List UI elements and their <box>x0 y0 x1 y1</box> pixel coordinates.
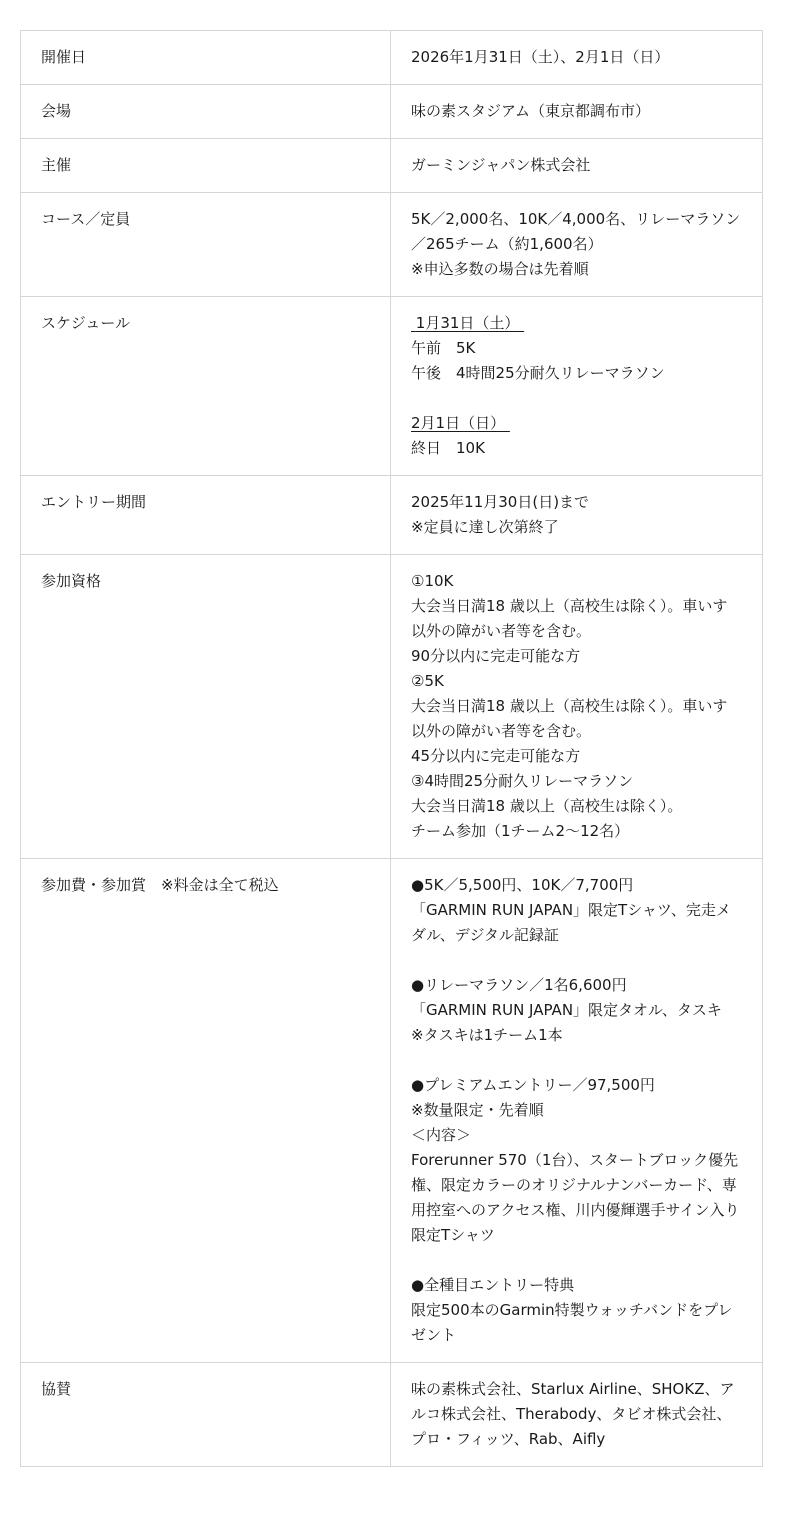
row-value-cell <box>391 555 763 859</box>
row-value-line: ①10K <box>411 572 454 590</box>
row-value-line: 90分以内に完走可能な方 <box>411 647 581 665</box>
row-value-cell <box>391 139 763 193</box>
row-label: スケジュール <box>41 314 131 332</box>
row-label: 開催日 <box>41 48 87 66</box>
row-value-line <box>411 386 742 411</box>
row-value-line: ※タスキは1チーム1本 <box>411 1026 563 1044</box>
row-value-cell <box>391 297 763 476</box>
row-value-line: ※申込多数の場合は先着順 <box>411 260 589 278</box>
row-value-line: 午後 4時間25分耐久リレーマラソン <box>411 364 665 382</box>
row-value-line: ●5K／5,500円、10K／7,700円 <box>411 876 634 894</box>
row-value-line: 大会当日満18 歳以上（高校生は除く）。車いす以外の障がい者等を含む。 <box>411 597 728 640</box>
row-value-line: 2026年1月31日（土）、2月1日（日） <box>411 48 670 66</box>
table-row-fee <box>21 859 763 1363</box>
row-label-cell <box>21 139 391 193</box>
event-info-table <box>20 30 763 1467</box>
row-label-cell <box>21 85 391 139</box>
row-value-line: 「GARMIN RUN JAPAN」限定タオル、タスキ <box>411 1001 722 1019</box>
table-row-eligibility <box>21 555 763 859</box>
row-value-line: ②5K <box>411 672 444 690</box>
row-value-line: ③4時間25分耐久リレーマラソン <box>411 772 634 790</box>
row-value-line: 終日 10K <box>411 439 485 457</box>
row-value-line: 大会当日満18 歳以上（高校生は除く）。 <box>411 797 683 815</box>
row-value-line: 午前 5K <box>411 339 476 357</box>
row-label: 会場 <box>41 102 72 120</box>
row-value-line: ＜内容＞ <box>411 1126 472 1144</box>
row-value-line <box>411 1048 742 1073</box>
row-value-cell <box>391 193 763 297</box>
row-label-cell <box>21 31 391 85</box>
row-label: コース／定員 <box>41 210 131 228</box>
table-row-course <box>21 193 763 297</box>
row-value-line: Forerunner 570（1台）、スタートブロック優先権、限定カラーのオリジナルナンバーカード、専用控室へのアクセス権、川内優輝選手サイン入り限定Tシャツ <box>411 1151 740 1244</box>
row-value-line: 1月31日（土） <box>411 314 525 332</box>
row-label-cell <box>21 555 391 859</box>
table-row-sponsors <box>21 1363 763 1467</box>
row-value-cell <box>391 85 763 139</box>
row-value-line: 2月1日（日） <box>411 414 510 432</box>
row-value-line: ●リレーマラソン／1名6,600円 <box>411 976 627 994</box>
row-value-line: 2025年11月30日(日)まで <box>411 493 590 511</box>
table-row-organizer <box>21 139 763 193</box>
row-value-line: ●全種目エントリー特典 <box>411 1276 575 1294</box>
row-value-line <box>411 948 742 973</box>
row-label-cell <box>21 476 391 555</box>
row-value-cell <box>391 31 763 85</box>
row-value-line <box>411 1248 742 1273</box>
table-row-entry-period <box>21 476 763 555</box>
row-value-line: ※定員に達し次第終了 <box>411 518 559 536</box>
table-row-venue <box>21 85 763 139</box>
row-label: エントリー期間 <box>41 493 147 511</box>
row-value-line: ※数量限定・先着順 <box>411 1101 544 1119</box>
row-value-line: 味の素スタジアム（東京都調布市） <box>411 102 650 120</box>
table-row-schedule <box>21 297 763 476</box>
table-row-date <box>21 31 763 85</box>
row-value-line: 5K／2,000名、10K／4,000名、リレーマラソン／265チーム（約1,600名） <box>411 210 741 253</box>
row-label-cell <box>21 1363 391 1467</box>
row-label: 主催 <box>41 156 72 174</box>
row-label: 参加資格 <box>41 572 102 590</box>
row-value-line: 味の素株式会社、Starlux Airline、SHOKZ、アルコ株式会社、Therabody、タビオ株式会社、プロ・フィッツ、Rab、Aifly <box>411 1380 735 1448</box>
row-label-cell <box>21 193 391 297</box>
row-label-cell <box>21 297 391 476</box>
row-label: 参加費・参加賞 ※料金は全て税込 <box>41 876 279 894</box>
row-value-cell <box>391 476 763 555</box>
row-value-line: 45分以内に完走可能な方 <box>411 747 581 765</box>
row-label: 協賛 <box>41 1380 72 1398</box>
row-label-cell <box>21 859 391 1363</box>
row-value-line: 大会当日満18 歳以上（高校生は除く）。車いす以外の障がい者等を含む。 <box>411 697 728 740</box>
row-value-line: 「GARMIN RUN JAPAN」限定Tシャツ、完走メダル、デジタル記録証 <box>411 901 731 944</box>
row-value-cell <box>391 859 763 1363</box>
row-value-line: ガーミンジャパン株式会社 <box>411 156 591 174</box>
row-value-cell <box>391 1363 763 1467</box>
row-value-line: チーム参加（1チーム2〜12名） <box>411 822 630 840</box>
row-value-line: 限定500本のGarmin特製ウォッチバンドをプレゼント <box>411 1301 733 1344</box>
row-value-line: ●プレミアムエントリー／97,500円 <box>411 1076 655 1094</box>
event-info-table-body <box>21 31 763 1467</box>
